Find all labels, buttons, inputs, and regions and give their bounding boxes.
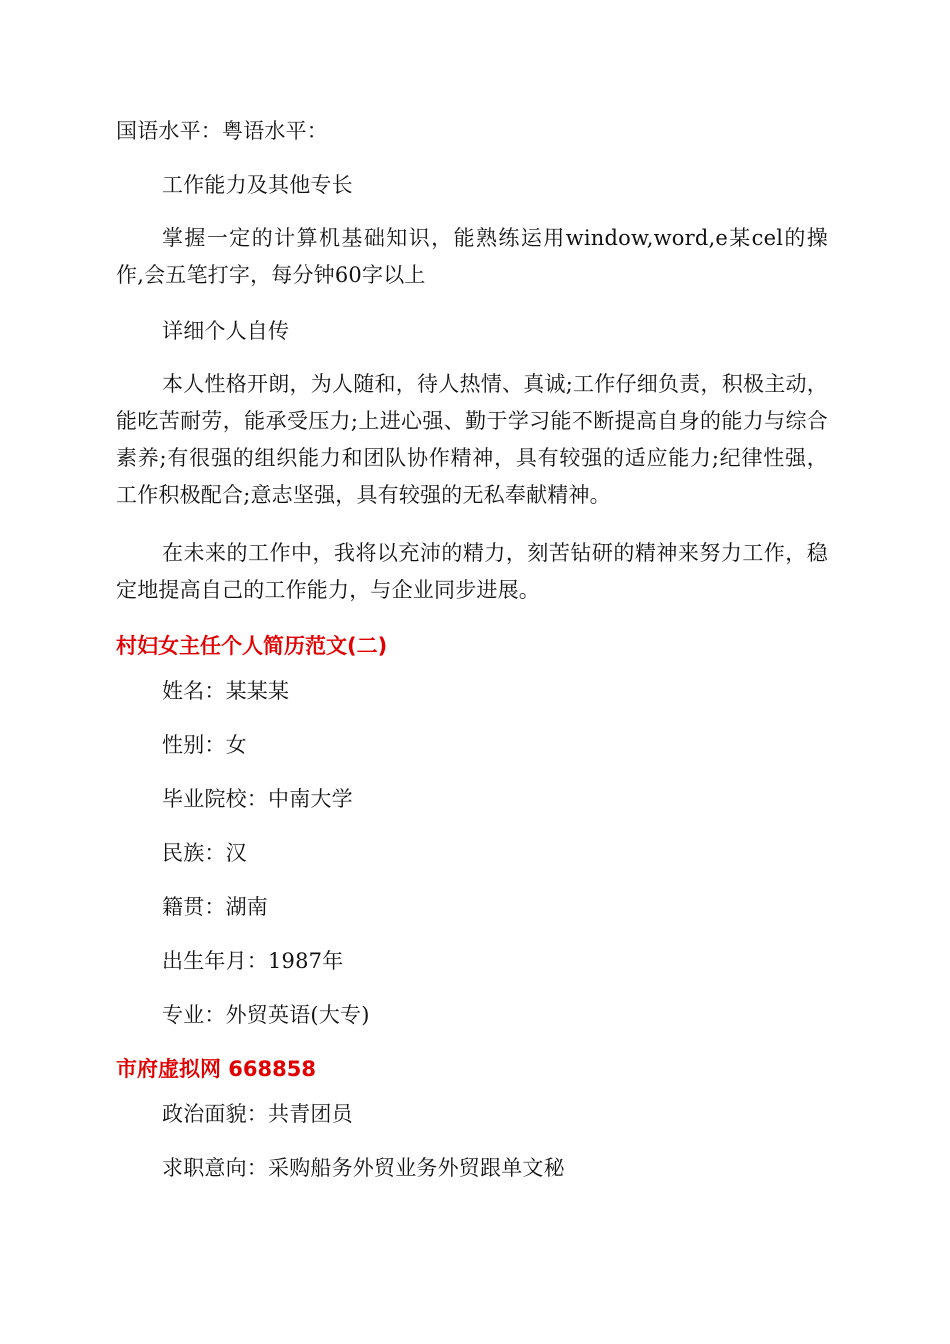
field-gender: 性别：女 <box>162 733 247 757</box>
bio-paragraph-2: 在未来的工作中，我将以充沛的精力，刻苦钻研的精神来努力工作，稳定地提高自己的工作能力，与企业同步进展。 <box>116 541 828 602</box>
skills-heading: 工作能力及其他专长 <box>162 173 353 197</box>
bio-paragraph-1: 本人性格开朗，为人随和，待人热情、真诚;工作仔细负责，积极主动，能吃苦耐劳，能承受压力;上进心强、勤于学习能不断提高自身的能力与综合素养;有很强的组织能力和团队协作精神，具有较强的适应能力;纪律性强，工作积极配合;意志坚强，具有较强的无私奉献精神。 <box>116 372 828 507</box>
field-ethnicity: 民族：汉 <box>162 841 247 865</box>
language-level-line: 国语水平：粤语水平： <box>116 119 328 143</box>
field-name: 姓名：某某某 <box>162 679 290 703</box>
skills-paragraph: 掌握一定的计算机基础知识，能熟练运用window,word,e某cel的操作,会五笔打字，每分钟60字以上 <box>116 226 828 287</box>
section-title: 村妇女主任个人简历范文(二) <box>116 634 388 658</box>
field-major: 专业：外贸英语(大专) <box>162 1003 370 1027</box>
field-school: 毕业院校：中南大学 <box>162 787 353 811</box>
field-birth: 出生年月：1987年 <box>162 949 344 973</box>
field-political: 政治面貌：共青团员 <box>162 1102 353 1126</box>
bio-heading: 详细个人自传 <box>162 319 290 343</box>
field-origin: 籍贯：湖南 <box>162 895 268 919</box>
watermark-heading: 市府虚拟网 668858 <box>116 1057 316 1081</box>
field-objective: 求职意向：采购船务外贸业务外贸跟单文秘 <box>162 1156 565 1180</box>
